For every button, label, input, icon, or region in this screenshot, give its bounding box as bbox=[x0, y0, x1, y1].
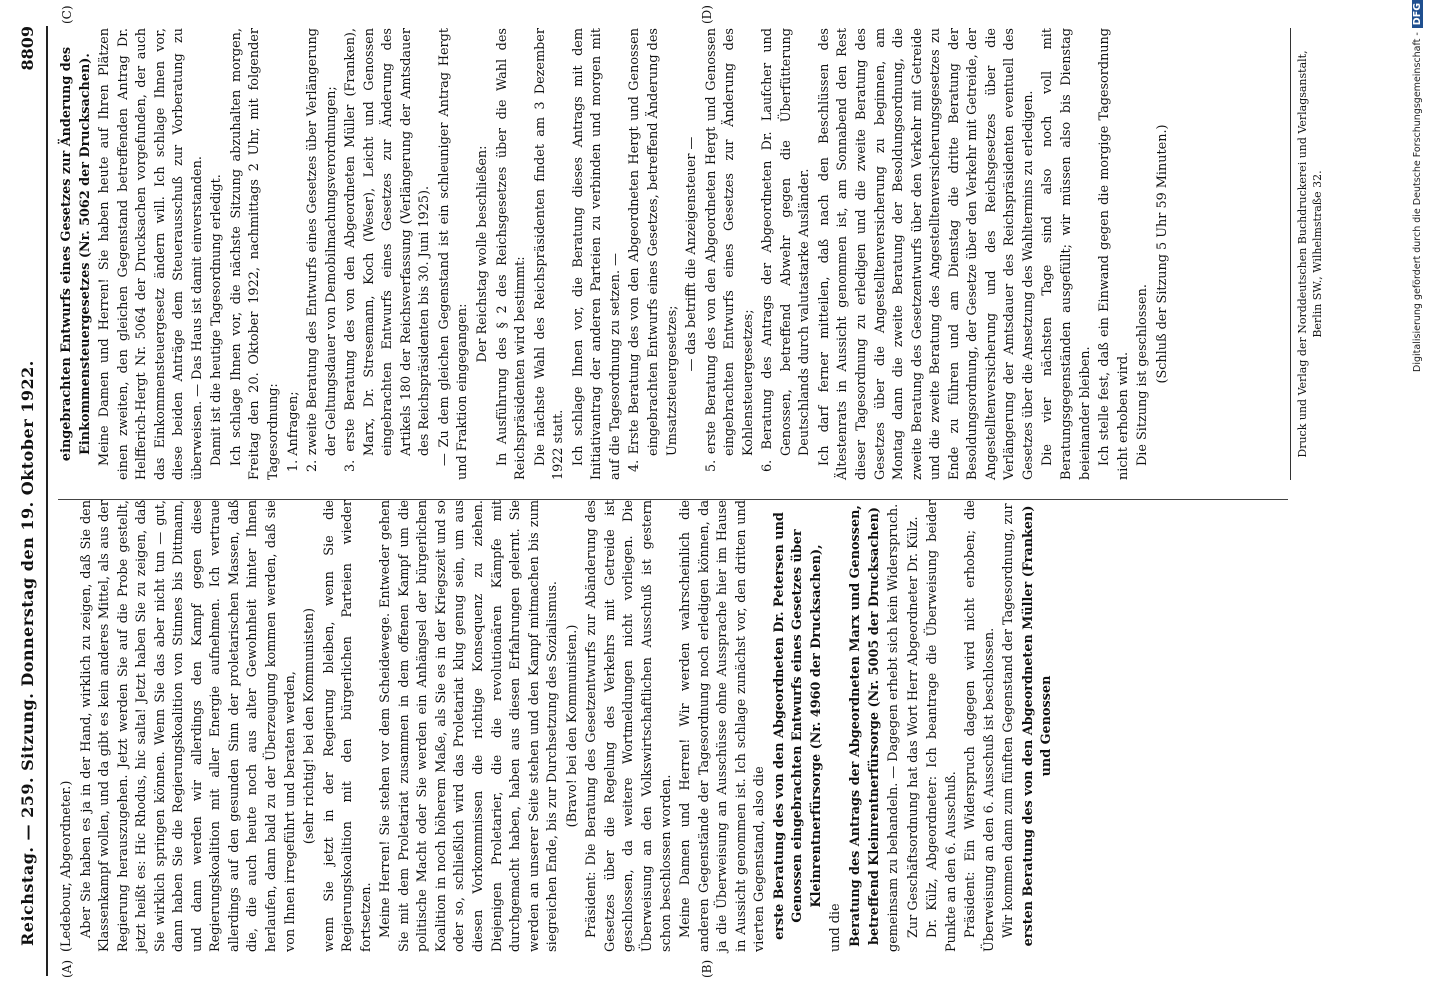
speech-paragraph: Ich darf ferner mitteilen, daß nach den Beschlüssen des Ältestenrats in Aussicht genommen ist, am Sonnabend den Rest dieser Tagesordnung zu erledigen und die zweite Beratung des Gesetzes über die Angestelltenversicherung zu beginnen, am Montag dann die zweite Beratung der Besoldungsordnung, die zweite Beratung des Gesetzentwurfs über den Verkehr mit Getreide und die zweite Beratung des Angestelltenversicherungsgesetzes zu Ende zu führen und am Dienstag die dritte Beratung der Besoldungsordnung, der Gesetze über den Verkehr mit Getreide, der Angestelltenversicherung und des Reichsgesetzes über die Verlängerung der Amtsdauer des Reichspräsidenten eventuell des Gesetzes über die Ansetzung des Wahltermins zu erledigen. bbox=[816, 28, 1036, 480]
speech-paragraph: Ich schlage Ihnen vor, die Beratung dieses Antrags mit dem Initiativantrag der anderen Parteien zu verbinden und morgen mit auf die Tagesordnung zu setzen. — bbox=[570, 28, 623, 480]
speech-paragraph: Die vier nächsten Tage sind also noch voll mit Beratungsgegenständen ausgefüllt; wir müssen also bis Dienstag beieinander bleiben. bbox=[1040, 28, 1093, 480]
speech-paragraph: Die Sitzung ist geschlossen. bbox=[1135, 284, 1151, 466]
speech-paragraph: Ich schlage Ihnen vor, die nächste Sitzung abzuhalten morgen, Freitag den 20. Oktober 1922, nachmittags 2 Uhr, mit folgender Tagesordnung: bbox=[228, 28, 282, 480]
remark: — das betrifft die Anzeigensteuer — bbox=[684, 136, 700, 372]
digitization-note bbox=[1412, 0, 1432, 1000]
footer-rule bbox=[1290, 28, 1291, 480]
motion-text: Die nächste Wahl des Reichspräsidenten findet am 3 Dezember 1922 statt. bbox=[532, 28, 567, 480]
margin-marker-a: (A) bbox=[60, 959, 74, 978]
speech-paragraph: — Zu dem gleichen Gegenstand ist ein schleuniger Antrag Hergt und Fraktion eingegangen: bbox=[436, 28, 471, 480]
speech-paragraph: Meine Herren! Sie stehen vor dem Scheidewege. Entweder gehen Sie mit dem Proletariat zusammen in dem offenen Kampf um die politische Macht oder Sie werden ein Anhängsel der bürgerlichen Koalition in noch höherem Maße, als Sie es in der Kriegszeit und so oder so, schließlich wird das Proletariat klug genug sein, um aus diesen Vorkommnissen die richtige Konsequenz zu ziehen. Diejenigen Proletarier, die die revolutionären Kämpfe mit durchgemacht haben, haben aus diesen Erfahrungen gelernt. Sie werden an unserer Seite stehen und den Kampf mitmachen bis zum siegreichen Ende, bis zur Durchsetzung des Sozialismus. bbox=[378, 500, 561, 952]
agenda-list-item: 4. Erste Beratung des von den Abgeordneten Hergt und Genossen eingebrachten Entwurfs eines Gesetzes, betreffend Änderung des Umsatzsteuergesetzes; bbox=[627, 28, 680, 472]
interjection: (sehr richtig! bei den Kommunisten) bbox=[302, 607, 318, 845]
speech-paragraph: Wir kommen dann zum fünften Gegenstand der Tagesordnung, zur bbox=[1001, 503, 1017, 938]
speech-paragraph: Dr. Külz, Abgeordneter: Ich beantrage die Überweisung beider Punkte an den 6. Ausschuß. bbox=[925, 500, 959, 952]
speech-paragraph: wenn Sie jetzt in der Regierung bleiben, wenn Sie die Regierungskoalition mit den bürgerlichen Parteien wieder fortsetzen. bbox=[321, 500, 374, 952]
header-rule bbox=[46, 26, 48, 976]
speech-paragraph: Damit ist die heutige Tagesordnung erledigt. bbox=[209, 174, 225, 466]
page-header bbox=[14, 26, 44, 976]
printer-line-1: Druck und Verlag der Norddeutschen Buchdruckerei und Verlagsanstalt, bbox=[1296, 50, 1309, 458]
agenda-list-item: 2. zweite Beratung des Entwurfs eines Gesetzes über Verlängerung der Geltungsdauer von Demobilmachungsverordnungen; bbox=[305, 28, 339, 472]
speech-paragraph: Aber Sie haben es ja in der Hand, wirklich zu zeigen, daß Sie den Klassenkampf wollen, und da gibt es kein anderes Mittel, als aus der Regierung herauszugehen. Jetzt werden Sie auf die Probe gestellt, jetzt heißt es: Hic Rhodus, hic salta! Jetzt haben Sie zu zeigen, daß Sie wirklich springen können. Wenn Sie das aber nicht tun — gut, dann haben Sie die Regierungskoalition von Stinnes bis Dittmann, und dann werden wir allerdings den Kampf gegen diese Regierungskoalition mit aller Energie aufnehmen. Ich vertraue allerdings auf den gesunden Sinn der proletarischen Massen, daß die, die auch heute noch aus alter Gewohnheit hinter Ihnen herlaufen, dann bald zu der Überzeugung kommen werden, daß sie von Ihnen irregeführt und beraten werden, bbox=[78, 500, 298, 952]
agenda-list-item: 5. erste Beratung des von den Abgeordneten Hergt und Genossen eingebrachten Entwurfs eines Gesetzes zur Änderung des Kohlensteuergesetzes; bbox=[703, 28, 756, 472]
agenda-item-heading: Beratung des Antrags der Abgeordneten Marx und Genossen, betreffend Kleinrentnerfürsorge (Nr. 5005 der Drucksachen) bbox=[847, 505, 882, 947]
speech-paragraph: und die bbox=[828, 903, 844, 952]
speech-paragraph: Ich stelle fest, daß ein Einwand gegen die morgige Tagesordnung nicht erhoben wird. bbox=[1097, 28, 1131, 480]
agenda-item-heading: eingebrachten Entwurfs eines Gesetzes zur Änderung des Einkommensteuergesetzes (Nr. 5062 der Drucksachen). bbox=[59, 46, 93, 462]
president-statement: Präsident: Ein Widerspruch dagegen wird nicht erhoben; die Überweisung an den 6. Ausschuß ist beschlossen. bbox=[963, 500, 997, 952]
speech-paragraph: Meine Damen und Herren! Sie haben heute auf Ihren Plätzen einen zweiten, den gleichen Gegenstand betreffenden Antrag Dr. Helfferich-Hergt Nr. 5064 der Drucksachen vorgefunden, der auch das Einkommensteuergesetz ändern will. Ich schlage Ihnen vor, diese beiden Anträge dem Steuerausschuß zur Vorberatung zu überweisen. — Das Haus ist damit einverstanden. bbox=[97, 28, 205, 480]
digitization-text: Digitalisierung gefördert durch die Deutsche Forschungsgemeinschaft - bbox=[1412, 32, 1423, 372]
speech-paragraph: Meine Damen und Herren! Wir werden wahrscheinlich die anderen Gegenstände der Tagesordnung noch erledigen können, da ja die Überweisung an Ausschüsse ohne Aussprache hier im Hause in Aussicht genommen ist. Ich schlage zunächst vor, den dritten und vierten Gegenstand, also die bbox=[678, 500, 768, 952]
speech-paragraph: Zur Geschäftsordnung hat das Wort Herr Abgeordneter Dr. Külz. bbox=[905, 516, 921, 938]
header-title: Reichstag. — 259. Sitzung. Donnerstag den 19. Oktober 1922. bbox=[18, 360, 37, 946]
motion-text: In Ausführung des § 2 des Reichsgesetzes über die Wahl des Reichspräsidenten wird bestimmt: bbox=[494, 28, 529, 480]
agenda-item-heading: erste Beratung des von den Abgeordneten Dr. Petersen und Genossen eingebrachten Entwurfs eines Gesetzes über Kleinrentnerfürsorge (Nr. 4960 der Drucksachen), bbox=[771, 512, 824, 940]
speaker-label: (Ledebour, Abgeordneter.) bbox=[59, 780, 74, 952]
page-number: 8809 bbox=[18, 26, 37, 71]
right-column bbox=[58, 28, 1288, 480]
motion-text: Der Reichstag wolle beschließen: bbox=[475, 145, 491, 363]
speech-paragraph: gemeinsam zu behandeln. — Dagegen erhebt sich kein Widerspruch. bbox=[886, 503, 902, 952]
agenda-list-item: 3. erste Beratung des von den Abgeordneten Müller (Franken), Marx, Dr. Stresemann, Koch (Weser), Leicht und Genossen eingebrachten Entwurfs eines Gesetzes zur Änderung des Artikels 180 der Reichsverfassung (Verlängerung der Amtsdauer des Reichspräsidenten bis 30. Juni 1925). bbox=[343, 28, 433, 472]
agenda-list-item: 6. Beratung des Antrags der Abgeordneten Dr. Laufcher und Genossen, betreffend Abwehr gegen die Überfütterung Deutschlands durch valutastarke Ausländer. bbox=[760, 28, 813, 472]
printer-line-2: Berlin SW., Wilhelmstraße 32. bbox=[1310, 170, 1324, 338]
dfg-logo: DFG bbox=[1412, 0, 1423, 28]
margin-marker-d: (D) bbox=[700, 5, 714, 24]
margin-marker-c: (C) bbox=[60, 5, 74, 24]
agenda-list-item: 1. Anfragen; bbox=[285, 391, 301, 472]
president-statement: Präsident: Die Beratung des Gesetzentwurfs zur Abänderung des Gesetzes über die Regelung des Verkehrs mit Getreide ist geschlossen, da weitere Wortmeldungen nicht vorliegen. Die Überweisung an den Volkswirtschaftlichen Ausschuß ist gestern schon beschlossen worden. bbox=[584, 500, 674, 952]
session-close-note: (Schluß der Sitzung 5 Uhr 59 Minuten.) bbox=[1154, 124, 1170, 384]
agenda-item-heading: ersten Beratung des von den Abgeordneten Müller (Franken) und Genossen bbox=[1020, 505, 1055, 947]
margin-marker-b: (B) bbox=[700, 959, 714, 978]
printer-footer bbox=[1296, 28, 1326, 480]
column-separator bbox=[58, 499, 1288, 500]
interjection: (Bravo! bei den Kommunisten.) bbox=[564, 624, 580, 828]
left-column bbox=[58, 500, 1288, 952]
